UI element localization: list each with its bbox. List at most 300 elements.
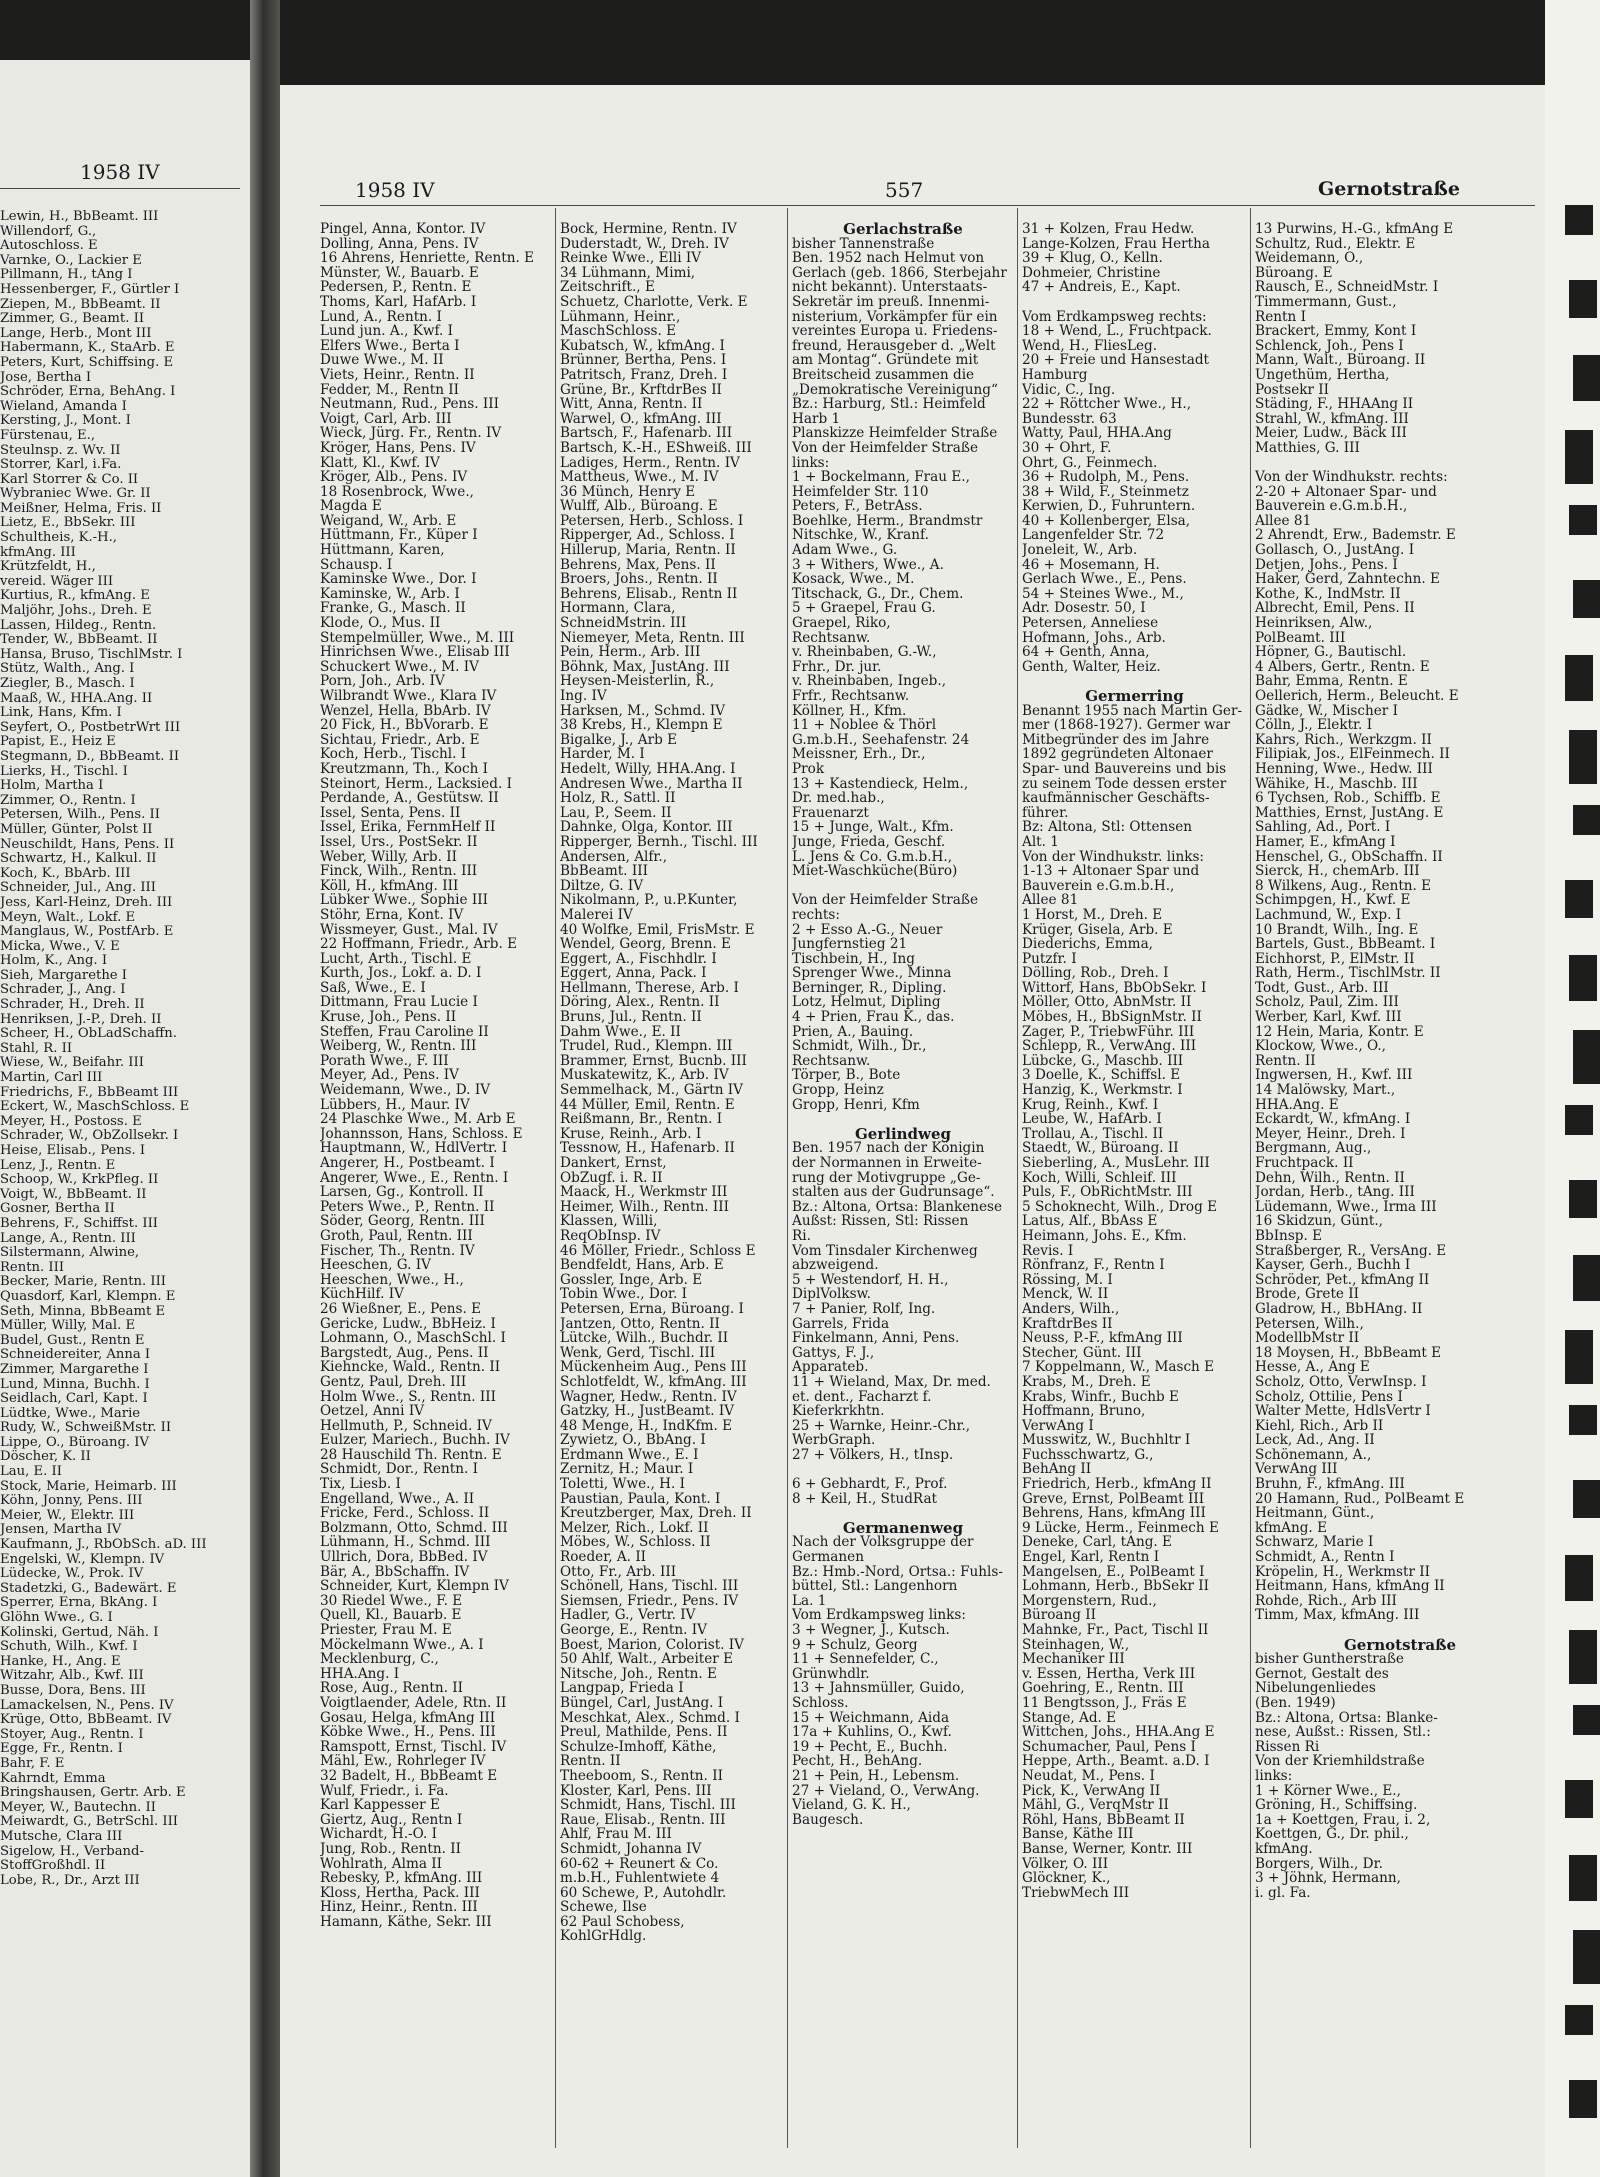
register-tab-mark — [1573, 355, 1600, 401]
register-tab-mark — [1569, 1180, 1597, 1218]
directory-line: Duderstadt, W., Dreh. IV — [560, 235, 729, 252]
directory-line: Hamann, Käthe, Sekr. III — [320, 1913, 492, 1930]
directory-line: 20 + Freie und Hansestadt — [1022, 352, 1209, 369]
directory-line: (Ben. 1949) — [1255, 1694, 1336, 1711]
directory-line: ReqObInsp. IV — [560, 1227, 661, 1244]
directory-line: Scholz, Paul, Zim. III — [1255, 994, 1399, 1011]
directory-line: Engelland, Wwe., A. II — [320, 1490, 475, 1507]
directory-line: Tobin Wwe., Dor. I — [560, 1286, 688, 1303]
directory-line: VerwAng III — [1255, 1461, 1338, 1478]
directory-line: Lund jun. A., Kwf. I — [320, 323, 454, 340]
directory-line: Melzer, Rich., Lokf. II — [560, 1519, 709, 1536]
directory-line: Sekretär im preuß. Innenmi- — [792, 293, 990, 310]
directory-line: v. Essen, Hertha, Verk III — [1022, 1665, 1196, 1682]
directory-line: Giertz, Aug., Rentn I — [320, 1811, 463, 1828]
register-tab-mark — [1565, 1105, 1593, 1135]
directory-line: 9 Lücke, Herm., Feinmech E — [1022, 1519, 1219, 1536]
directory-line: Cölln, J., Elektr. I — [1255, 717, 1373, 734]
directory-line: Wissmeyer, Gust., Mal. IV — [320, 921, 498, 938]
directory-line: Dittmann, Frau Lucie I — [320, 994, 478, 1011]
directory-line: Zimmer, Margarethe I — [0, 1361, 149, 1377]
directory-line: Koch, K., BbArb. III — [0, 865, 131, 881]
directory-line: Lund, Minna, Buchh. I — [0, 1376, 150, 1392]
directory-line: Meyer, Heinr., Dreh. I — [1255, 1125, 1406, 1142]
directory-line: L. Jens & Co. G.m.b.H., — [792, 848, 953, 865]
directory-line: Martin, Carl III — [0, 1070, 103, 1086]
directory-line — [1022, 295, 1247, 310]
directory-line: Gropp, Henri, Kfm — [792, 1096, 920, 1113]
directory-line: KüchHilf. IV — [320, 1286, 404, 1303]
directory-line: Diederichs, Emma, — [1022, 936, 1153, 953]
directory-line: Lund, A., Rentn. I — [320, 308, 442, 325]
directory-line: Heinriksen, Alw., — [1255, 615, 1373, 632]
directory-line: Schneider, Jul., Ang. III — [0, 880, 156, 896]
directory-line: Ingwersen, H., Kwf. III — [1255, 1067, 1413, 1084]
directory-line: Bartels, Gust., BbBeamt. I — [1255, 936, 1436, 953]
directory-line: Rechtsanw. — [792, 629, 871, 646]
directory-line: Theeboom, S., Rentn. II — [560, 1767, 723, 1784]
directory-line: Scholz, Ottilie, Pens I — [1255, 1388, 1403, 1405]
directory-line: Maljöhr, Johs., Dreh. E — [0, 603, 152, 619]
register-tab-mark — [1573, 580, 1600, 618]
directory-line: 26 Wießner, E., Pens. E — [320, 1300, 482, 1317]
directory-line: kfmAng. — [1255, 1840, 1313, 1857]
directory-line: 28 Hauschild Th. Rentn. E — [320, 1446, 502, 1463]
directory-line: Schuckert Wwe., M. IV — [320, 658, 479, 675]
directory-line: Krabs, Winfr., Buchb E — [1022, 1388, 1179, 1405]
directory-line: 46 Möller, Friedr., Schloss E — [560, 1242, 756, 1259]
register-tab-mark — [1569, 280, 1597, 318]
directory-line: 60 Schewe, P., Autohdlr. — [560, 1884, 727, 1901]
directory-line: Schmidt, Hans, Tischl. III — [560, 1797, 736, 1814]
directory-line: Klassen, Willi, — [560, 1213, 658, 1230]
directory-line: Schlotfeldt, W., kfmAng. III — [560, 1373, 747, 1390]
directory-line: rung der Motivgruppe „Ge- — [792, 1169, 981, 1186]
directory-line: 44 Müller, Emil, Rentn. E — [560, 1096, 735, 1113]
directory-line: Langenfelder Str. 72 — [1022, 527, 1165, 544]
directory-line: 1 + Körner Wwe., E., — [1255, 1782, 1401, 1799]
directory-line: 40 + Kollenberger, Elsa, — [1022, 512, 1191, 529]
directory-line: v. Rheinbaben, Ingeb., — [792, 673, 947, 690]
directory-line: 4 Albers, Gertr., Rentn. E — [1255, 658, 1430, 675]
directory-line: 15 + Weichmann, Aida — [792, 1709, 950, 1726]
directory-line: Lübbers, H., Maur. IV — [320, 1096, 470, 1113]
directory-line: Pick, K., VerwAng II — [1022, 1782, 1161, 1799]
directory-line: MaschSchloss. E — [560, 323, 677, 340]
directory-line: Timm, Max, kfmAng. III — [1255, 1607, 1420, 1624]
directory-line: Gosner, Bertha II — [0, 1201, 115, 1217]
directory-line: Grüne, Br., KrftdrBes II — [560, 381, 722, 398]
directory-line: Porath Wwe., F. III — [320, 1052, 449, 1069]
directory-line: Krabs, M., Dreh. E — [1022, 1373, 1151, 1390]
directory-line: Seidlach, Carl, Kapt. I — [0, 1391, 148, 1407]
directory-line: Haker, Gerd, Zahntechn. E — [1255, 571, 1440, 588]
directory-line: Rebesky, P., kfmAng. III — [320, 1870, 483, 1887]
directory-line: Postsekr II — [1255, 381, 1330, 398]
directory-line: Leube, W., HafArb. I — [1022, 1111, 1162, 1128]
register-tab-mark — [1565, 655, 1593, 701]
directory-line: Porn, Joh., Arb. IV — [320, 673, 445, 690]
directory-line: Hedelt, Willy, HHA.Ang. I — [560, 760, 736, 777]
directory-line: Schoop, W., KrkPfleg. II — [0, 1172, 159, 1188]
directory-line: Putzfr. I — [1022, 950, 1077, 967]
directory-line: Mähl, G., VerqMstr II — [1022, 1797, 1169, 1814]
directory-line: Lütcke, Wilh., Buchdr. II — [560, 1330, 729, 1347]
directory-line: Langpap, Frieda I — [560, 1680, 684, 1697]
directory-line: 1 + Bockelmann, Frau E., — [792, 469, 970, 486]
directory-line: Gropp, Heinz — [792, 1082, 884, 1099]
directory-line: Sigelow, H., Verband- — [0, 1843, 144, 1859]
directory-line: Schmidt, Johanna IV — [560, 1840, 702, 1857]
directory-line: Issel, Senta, Pens. II — [320, 804, 461, 821]
directory-line: Todt, Gust., Arb. III — [1255, 979, 1389, 996]
directory-line: Schlenck, Joh., Pens I — [1255, 337, 1404, 354]
directory-line: Büroang. E — [1255, 264, 1333, 281]
directory-line: Larsen, Gg., Kontroll. II — [320, 1184, 484, 1201]
street-heading: Gernotstraße — [1343, 1635, 1457, 1654]
directory-line: Möbes, H., BbSignMstr. II — [1022, 1009, 1202, 1026]
directory-line: Neutmann, Rud., Pens. III — [320, 396, 500, 413]
directory-line: Werber, Karl, Kwf. III — [1255, 1009, 1402, 1026]
directory-line: Wybraniec Wwe. Gr. II — [0, 486, 151, 502]
directory-line: Detjen, Johs., Pens. I — [1255, 556, 1398, 573]
directory-line: Sichtau, Friedr., Arb. E — [320, 731, 480, 748]
directory-line: Groth, Paul, Rentn. III — [320, 1227, 473, 1244]
directory-line: Zywietz, O., BbAng. I — [560, 1432, 706, 1449]
directory-line: Außst: Rissen, Stl: Rissen — [792, 1213, 969, 1230]
directory-line: Lachmund, W., Exp. I — [1255, 906, 1402, 923]
directory-line: Broers, Johs., Rentn. II — [560, 571, 718, 588]
directory-line: Hamburg — [1022, 366, 1088, 383]
directory-line: Kruse, Reinh., Arb. I — [560, 1125, 702, 1142]
directory-line: Frhr., Dr. jur. — [792, 658, 882, 675]
directory-line: SchneidMstrin. III — [560, 615, 687, 632]
directory-line: Hanzig, K., Werkmstr. I — [1022, 1082, 1183, 1099]
directory-line: bisher Guntherstraße — [1255, 1651, 1404, 1668]
page-number: 557 — [885, 178, 924, 202]
directory-line: Meier, Ludw., Bäck III — [1255, 425, 1407, 442]
directory-line: Eggert, Anna, Pack. I — [560, 965, 707, 982]
directory-line: Heimer, Wilh., Rentn. III — [560, 1198, 729, 1215]
directory-line: 12 Hein, Maria, Kontr. E — [1255, 1023, 1424, 1040]
directory-line: Petersen, Erna, Büroang. I — [560, 1300, 744, 1317]
directory-line: Stange, Ad. E — [1022, 1709, 1117, 1726]
directory-line: Lüdecke, W., Prok. IV — [0, 1566, 144, 1582]
directory-line: Wenk, Gerd, Tischl. III — [560, 1344, 716, 1361]
directory-line: Meissner, Erh., Dr., — [792, 746, 926, 763]
directory-line: Nibelungenliedes — [1255, 1680, 1376, 1697]
directory-line: Behrens, F., Schiffst. III — [0, 1215, 158, 1231]
directory-line: Revis. I — [1022, 1242, 1074, 1259]
directory-line: Toletti, Wwe., H. I — [560, 1476, 685, 1493]
directory-line: 8 + Keil, H., StudRat — [792, 1490, 938, 1507]
directory-line: Albrecht, Emil, Pens. II — [1255, 600, 1415, 617]
directory-line: Mann, Walt., Büroang. II — [1255, 352, 1426, 369]
directory-line: Hormann, Clara, — [560, 600, 676, 617]
directory-line: Vieland, G. K. H., — [792, 1797, 911, 1814]
register-tab-mark — [1565, 1330, 1593, 1384]
directory-line: Schrader, W., ObZollsekr. I — [0, 1128, 179, 1144]
directory-line: Möbes, W., Schloss. II — [560, 1534, 711, 1551]
directory-line: Nitsche, Joh., Rentn. E — [560, 1665, 717, 1682]
directory-line: Behrens, Elisab., Rentn II — [560, 585, 738, 602]
directory-line: links: — [1255, 1767, 1293, 1784]
directory-line: Rössing, M. I — [1022, 1271, 1113, 1288]
directory-line: Walter Mette, HdlsVertr I — [1255, 1403, 1431, 1420]
directory-line: Adr. Dosestr. 50, I — [1022, 600, 1146, 617]
directory-line: Lange, Herb., Mont III — [0, 325, 152, 341]
directory-line: Latus, Alf., BbAss E — [1022, 1213, 1158, 1230]
directory-line: Schuetz, Charlotte, Verk. E — [560, 293, 748, 310]
directory-line: Mangelsen, E., PolBeamt I — [1022, 1563, 1205, 1580]
directory-line: Stecher, Günt. III — [1022, 1344, 1142, 1361]
directory-line: Engelski, W., Klempn. IV — [0, 1551, 165, 1567]
directory-line: Vidic, C., Ing. — [1022, 381, 1116, 398]
directory-line: Gericke, Ludw., BbHeiz. I — [320, 1315, 496, 1332]
directory-line: Bz: Altona, Stl: Ottensen — [1022, 819, 1193, 836]
directory-line: 13 + Kastendieck, Helm., — [792, 775, 969, 792]
directory-line: Dölling, Rob., Dreh. I — [1022, 965, 1169, 982]
directory-line: Klockow, Wwe., O., — [1255, 1038, 1386, 1055]
directory-line: Bauverein e.G.m.b.H., — [1022, 877, 1175, 894]
directory-line: HHA.Ang. I — [320, 1665, 400, 1682]
directory-line: 6 Tychsen, Rob., Schiffb. E — [1255, 790, 1441, 807]
directory-line: Röhl, Hans, BbBeamt II — [1022, 1811, 1185, 1828]
directory-line: Mechaniker III — [1022, 1651, 1125, 1668]
register-tab-mark — [1573, 805, 1600, 835]
directory-line: WerbGraph. — [792, 1432, 876, 1449]
directory-line: Lange-Kolzen, Frau Hertha — [1022, 235, 1210, 252]
directory-line: Scholz, Otto, VerwInsp. I — [1255, 1373, 1427, 1390]
directory-line: Jose, Bertha I — [0, 369, 92, 385]
directory-line: Tessnow, H., Hafenarb. II — [560, 1140, 735, 1157]
directory-line: Gädke, W., Mischer I — [1255, 702, 1398, 719]
directory-line: Bock, Hermine, Rentn. IV — [560, 222, 737, 237]
directory-line: Eulzer, Mariech., Buchh. IV — [320, 1432, 510, 1449]
directory-line: Karl Kappesser E — [320, 1797, 440, 1814]
directory-line: Mähl, Ew., Rohrleger IV — [320, 1753, 486, 1770]
directory-line: La. 1 — [792, 1592, 827, 1609]
directory-line: Wieck, Jürg. Fr., Rentn. IV — [320, 425, 502, 442]
directory-line: Henschel, G., ObSchaffn. II — [1255, 848, 1443, 865]
directory-line: Gossler, Inge, Arb. E — [560, 1271, 703, 1288]
directory-line: 19 + Pecht, E., Buchh. — [792, 1738, 948, 1755]
directory-line: Musswitz, W., Buchhltr I — [1022, 1432, 1191, 1449]
directory-line: Papist, E., Heiz E — [0, 734, 116, 750]
directory-line: Planskizze Heimfelder Straße — [792, 425, 998, 442]
directory-line: Kreutzberger, Max, Dreh. II — [560, 1505, 752, 1522]
directory-line: Böhnk, Max, JustAng. III — [560, 658, 730, 675]
directory-line: Lühmann, H., Schmd. III — [320, 1534, 491, 1551]
directory-line: Peters Wwe., P., Rentn. II — [320, 1198, 495, 1215]
directory-line: Bendfeldt, Hans, Arb. E — [560, 1257, 724, 1274]
directory-line: Witzahr, Alb., Kwf. III — [0, 1668, 144, 1684]
directory-line: Weiberg, W., Rentn. III — [320, 1038, 477, 1055]
directory-line: Greve, Ernst, PolBeamt III — [1022, 1490, 1205, 1507]
directory-line: Spar- und Bauvereins und bis — [1022, 760, 1227, 777]
directory-line: Patritsch, Franz, Dreh. I — [560, 366, 728, 383]
directory-line: Holm, K., Ang. I — [0, 953, 108, 969]
directory-line: 18 Rosenbrock, Wwe., — [320, 483, 474, 500]
directory-line: Matthies, Ernst, JustAng. E — [1255, 804, 1444, 821]
directory-line: Scheer, H., ObLadSchaffn. — [0, 1026, 177, 1042]
directory-line: Link, Hans, Kfm. I — [0, 705, 122, 721]
directory-line: Stadetzki, G., Badewärt. E — [0, 1580, 177, 1596]
directory-line: Krüge, Otto, BbBeamt. IV — [0, 1712, 172, 1728]
directory-line: Nikolmann, P., u.P.Kunter, — [560, 892, 738, 909]
directory-line: Kaminske Wwe., Dor. I — [320, 571, 477, 588]
directory-line: Genth, Walter, Heiz. — [1022, 658, 1161, 675]
directory-line: links: — [792, 454, 830, 471]
directory-line: Lau, P., Seem. II — [560, 804, 672, 821]
directory-line: nese, Außst.: Rissen, Stl.: — [1255, 1724, 1431, 1741]
directory-line: Adam Wwe., G. — [792, 542, 898, 559]
directory-line: Klode, O., Mus. II — [320, 615, 441, 632]
column-rule-3 — [1017, 208, 1018, 2148]
directory-line: Stahl, R. II — [0, 1040, 73, 1056]
column-rule-1 — [555, 208, 556, 2148]
directory-line: 38 Krebs, H., Klempn E — [560, 717, 723, 734]
directory-line: 16 Skidzun, Günt., — [1255, 1213, 1384, 1230]
directory-line: Schneider, Kurt, Klempn IV — [320, 1578, 509, 1595]
directory-line: Hadler, G., Vertr. IV — [560, 1607, 696, 1624]
directory-line: Timmermann, Gust., — [1255, 293, 1397, 310]
directory-line: Germanen — [792, 1549, 864, 1566]
street-heading: Germerring — [1085, 687, 1184, 705]
directory-line: Tix, Liesb. I — [320, 1476, 401, 1493]
directory-line: Muskatewitz, K., Arb. IV — [560, 1067, 729, 1084]
directory-line: Apparateb. — [792, 1359, 869, 1376]
register-tab-mark — [1569, 1405, 1597, 1435]
directory-column-3 — [792, 222, 1014, 1827]
directory-line: TriebwMech III — [1022, 1884, 1130, 1901]
directory-line: 21 + Pein, H., Lebensm. — [792, 1767, 960, 1784]
directory-line: Möckelmann Wwe., A. I — [320, 1636, 484, 1653]
directory-line: Rönfranz, F., Rentn I — [1022, 1257, 1165, 1274]
directory-line: Weigand, W., Arb. E — [320, 512, 457, 529]
directory-line: Voigtlaender, Adele, Rtn. II — [320, 1694, 507, 1711]
directory-line: Kloster, Karl, Pens. III — [560, 1782, 712, 1799]
directory-line: Hillerup, Maria, Rentn. II — [560, 542, 736, 559]
directory-line: Dohmeier, Christine — [1022, 264, 1161, 281]
directory-line: Von der Windhukstr. links: — [1022, 848, 1205, 865]
directory-line: Rechtsanw. — [792, 1052, 871, 1069]
directory-line: 36 Münch, Henry E — [560, 483, 696, 500]
directory-line: Prok — [792, 760, 825, 777]
directory-line: Hauptmann, W., HdlVertr. I — [320, 1140, 508, 1157]
directory-line: 2 Ahrendt, Erw., Bademstr. E — [1255, 527, 1456, 544]
register-tab-mark — [1569, 505, 1597, 535]
directory-line: Ohrt, G., Feinmech. — [1022, 454, 1158, 471]
directory-line: Bartsch, K.-H., EShweiß. III — [560, 439, 752, 456]
directory-line: Ahlf, Frau M. III — [560, 1826, 672, 1843]
directory-line: Mutsche, Clara III — [0, 1828, 123, 1844]
directory-line: Ben. 1952 nach Helmut von — [792, 250, 985, 267]
right-margin-strip — [1545, 0, 1600, 2177]
directory-line: Steulnsp. z. Wv. II — [0, 442, 121, 458]
directory-line: Steffen, Frau Caroline II — [320, 1023, 489, 1040]
directory-line: Lierks, H., Tischl. I — [0, 763, 128, 779]
directory-line: Koch, Herb., Tischl. I — [320, 746, 467, 763]
directory-line: Henning, Wwe., Hedw. III — [1255, 760, 1433, 777]
directory-line: Preul, Mathilde, Pens. II — [560, 1724, 728, 1741]
directory-line: Peters, Kurt, Schiffsing. E — [0, 354, 174, 370]
directory-line: Kaufmann, J., RbObSch. aD. III — [0, 1537, 207, 1553]
directory-line: Titschack, G., Dr., Chem. — [792, 585, 964, 602]
directory-line: ObZugf. i. R. II — [560, 1169, 663, 1186]
directory-line: Schröder, Pet., kfmAng II — [1255, 1271, 1430, 1288]
directory-line: Meyer, W., Bautechn. II — [0, 1799, 156, 1815]
directory-line: Ing. IV — [560, 688, 607, 704]
directory-line: Strahl, W., kfmAng. III — [1255, 410, 1409, 427]
directory-line: 1 Horst, M., Dreh. E — [1022, 906, 1163, 923]
directory-line: Mahnke, Fr., Pact, Tischl II — [1022, 1622, 1209, 1638]
directory-line: Schönemann, A., — [1255, 1446, 1372, 1463]
directory-line: Meyn, Walt., Lokf. E — [0, 909, 136, 925]
directory-line: Brammer, Ernst, Bucnb. III — [560, 1052, 747, 1069]
directory-line: Lietz, E., BbSekr. III — [0, 515, 136, 531]
directory-line: Wenzel, Hella, BbArb. IV — [320, 702, 491, 719]
directory-line: Lohmann, O., MaschSchl. I — [320, 1330, 506, 1347]
directory-line: Bahr, F. E — [0, 1755, 65, 1771]
directory-line: Storrer, Karl, i.Fa. — [0, 457, 122, 473]
directory-line: Von der Heimfelder Straße — [792, 892, 979, 909]
directory-line: Wohlrath, Alma II — [320, 1855, 443, 1872]
directory-line: 38 + Wild, F., Steinmetz — [1022, 483, 1189, 500]
directory-line: Schultz, Rud., Elektr. E — [1255, 235, 1416, 252]
directory-line: Boehlke, Herm., Brandmstr — [792, 512, 983, 529]
directory-line: Lotz, Helmut, Dipling — [792, 994, 941, 1011]
directory-line: Jensen, Martha IV — [0, 1522, 122, 1538]
directory-line: Pingel, Anna, Kontor. IV — [320, 222, 486, 237]
directory-line: freund, Herausgeber d. „Welt — [792, 337, 996, 354]
directory-line: 4 + Prien, Frau K., das. — [792, 1009, 955, 1026]
directory-line: Trollau, A., Tischl. II — [1022, 1125, 1164, 1142]
directory-line: 22 + Röttcher Wwe., H., — [1022, 396, 1192, 413]
directory-line: 17a + Kuhlins, O., Kwf. — [792, 1724, 952, 1741]
directory-line: Rose, Aug., Rentn. II — [320, 1680, 463, 1697]
directory-line: Krüger, Gisela, Arb. E — [1022, 921, 1173, 938]
directory-line: Ramspott, Ernst, Tischl. IV — [320, 1738, 507, 1755]
directory-line: Ziegler, B., Masch. I — [0, 676, 135, 691]
directory-column-1 — [320, 222, 552, 1929]
directory-line: Fuchsschwartz, G., — [1022, 1446, 1154, 1463]
directory-line: Hellmann, Therese, Arb. I — [560, 979, 739, 996]
directory-line: Brode, Grete II — [1255, 1286, 1360, 1303]
directory-line: Andresen Wwe., Martha II — [560, 775, 743, 792]
directory-line: Bruhn, F., kfmAng. III — [1255, 1476, 1405, 1493]
directory-column-5 — [1255, 222, 1545, 1900]
directory-line: 13 Purwins, H.-G., kfmAng E — [1255, 222, 1454, 237]
directory-line: 60-62 + Reunert & Co. — [560, 1855, 719, 1872]
directory-line: Fürstenau, E., — [0, 427, 96, 443]
directory-line: Heise, Elisab., Pens. I — [0, 1143, 146, 1158]
directory-line: Karl Storrer & Co. II — [0, 471, 139, 487]
directory-line: Petersen, Wilh., Pens. II — [0, 807, 160, 823]
directory-line: Kahrndt, Emma — [0, 1770, 106, 1786]
directory-line: Jantzen, Otto, Rentn. II — [560, 1315, 720, 1332]
directory-line: v. Rheinbaben, G.-W., — [792, 644, 937, 661]
directory-line: Gernot, Gestalt des — [1255, 1665, 1389, 1682]
directory-line: Söder, Georg, Rentn. III — [320, 1213, 485, 1230]
left-header-rule — [0, 188, 240, 189]
directory-line: Vom Tinsdaler Kirchenweg — [792, 1242, 978, 1259]
directory-line: Grünwhdlr. — [792, 1665, 870, 1682]
directory-line: Kloss, Hertha, Pack. III — [320, 1884, 480, 1901]
directory-line: nisterium, Vorkämpfer für ein — [792, 308, 998, 325]
directory-line: Nach der Volksgruppe der — [792, 1534, 974, 1551]
directory-line: Bringshausen, Gertr. Arb. E — [0, 1785, 186, 1801]
